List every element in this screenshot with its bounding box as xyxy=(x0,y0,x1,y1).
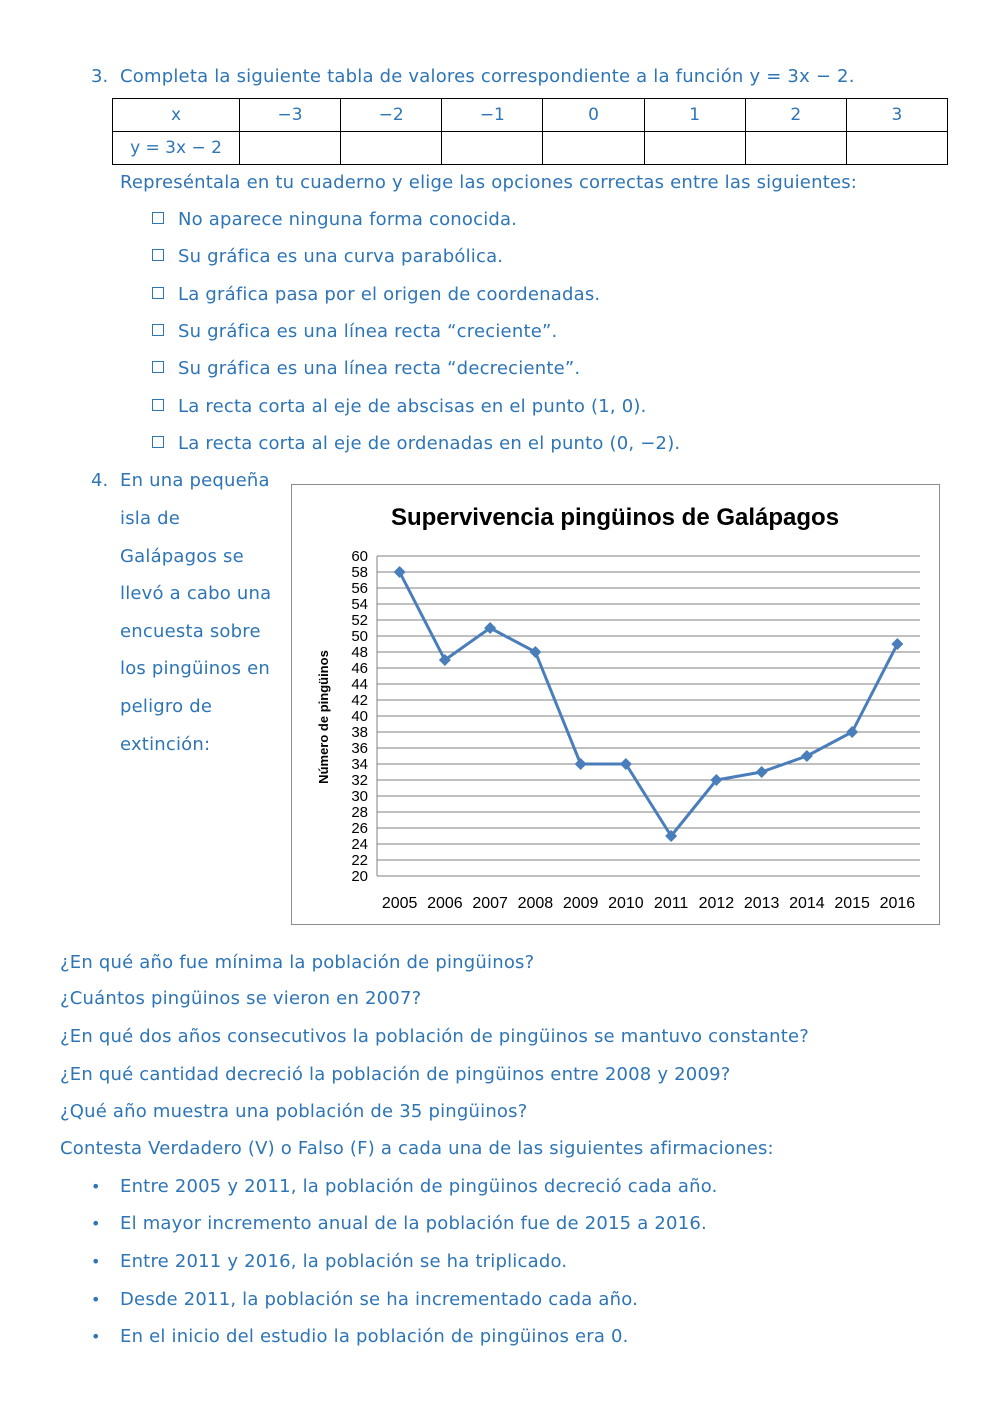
table-header-x: x xyxy=(113,99,240,132)
option-label: Su gráfica es una línea recta “creciente”. xyxy=(178,321,558,342)
y-tick-label: 42 xyxy=(351,692,368,709)
q4-intro-line: extinción: xyxy=(120,734,211,755)
x-tick-label: 2009 xyxy=(562,895,599,912)
values-table xyxy=(112,98,948,165)
question-text: ¿Cuántos pingüinos se vieron en 2007? xyxy=(60,988,422,1009)
statement-text: El mayor incremento anual de la población fue de 2015 a 2016. xyxy=(120,1213,707,1234)
table-cell-x: −1 xyxy=(442,99,543,132)
option-label: Su gráfica es una curva parabólica. xyxy=(178,246,504,267)
x-tick-label: 2006 xyxy=(427,895,463,912)
option-label: La gráfica pasa por el origen de coordenadas. xyxy=(178,284,601,305)
table-cell-y-input[interactable] xyxy=(442,132,543,165)
y-tick-label: 40 xyxy=(351,708,368,725)
y-tick-label: 54 xyxy=(351,596,368,613)
question-text: ¿En qué dos años consecutivos la población de pingüinos se mantuvo constante? xyxy=(60,1026,810,1047)
x-tick-label: 2007 xyxy=(472,895,508,912)
table-cell-x: −3 xyxy=(240,99,341,132)
table-cell-x: −2 xyxy=(341,99,442,132)
x-tick-label: 2016 xyxy=(879,895,916,912)
y-tick-label: 56 xyxy=(351,580,368,597)
q3-instruction: Represéntala en tu cuaderno y elige las opciones correctas entre las siguientes: xyxy=(120,172,858,193)
x-tick-label: 2012 xyxy=(698,895,735,912)
chart-title: Supervivencia pingüinos de Galápagos xyxy=(390,504,840,531)
checkbox-icon[interactable] xyxy=(152,399,164,411)
data-point xyxy=(756,766,768,778)
table-cell-y-input[interactable] xyxy=(543,132,644,165)
x-tick-label: 2014 xyxy=(789,895,825,912)
checkbox-icon[interactable] xyxy=(152,249,164,261)
statement-text: Entre 2005 y 2011, la población de pingüinos decreció cada año. xyxy=(120,1176,718,1197)
y-tick-label: 36 xyxy=(351,740,368,757)
bullet-icon: • xyxy=(91,1177,101,1196)
bullet-icon: • xyxy=(91,1214,101,1233)
option-item[interactable] xyxy=(152,433,680,455)
checkbox-icon[interactable] xyxy=(152,436,164,448)
y-tick-label: 52 xyxy=(351,612,368,629)
x-tick-label: 2013 xyxy=(743,895,780,912)
option-item[interactable] xyxy=(152,321,557,343)
y-tick-label: 32 xyxy=(351,772,368,789)
y-tick-label: 30 xyxy=(351,788,368,805)
table-cell-x: 3 xyxy=(846,99,947,132)
x-tick-label: 2008 xyxy=(517,895,554,912)
statement-text: Desde 2011, la población se ha incrementado cada año. xyxy=(120,1289,639,1310)
question-text: ¿Qué año muestra una población de 35 pingüinos? xyxy=(60,1101,528,1122)
bullet-icon: • xyxy=(91,1252,101,1271)
option-item[interactable] xyxy=(152,396,647,418)
y-tick-label: 34 xyxy=(351,756,368,773)
table-header-y: y = 3x − 2 xyxy=(113,132,240,165)
q4-intro-line: los pingüinos en xyxy=(120,658,270,679)
table-cell-y-input[interactable] xyxy=(341,132,442,165)
question-text: ¿En qué año fue mínima la población de pingüinos? xyxy=(60,952,535,973)
q3-statement: Completa la siguiente tabla de valores correspondiente a la función y = 3x − 2. xyxy=(120,66,855,87)
data-point xyxy=(801,750,813,762)
table-cell-y-input[interactable] xyxy=(644,132,745,165)
bullet-icon: • xyxy=(91,1290,101,1309)
y-tick-label: 44 xyxy=(351,676,368,693)
q3-number: 3. xyxy=(91,66,109,87)
table-cell-x: 1 xyxy=(644,99,745,132)
x-tick-label: 2005 xyxy=(381,895,418,912)
data-point xyxy=(891,638,903,650)
q4-intro-line: llevó a cabo una xyxy=(120,583,272,604)
table-cell-y-input[interactable] xyxy=(745,132,846,165)
y-tick-label: 60 xyxy=(351,548,368,565)
option-item[interactable] xyxy=(152,246,503,268)
x-tick-label: 2011 xyxy=(653,895,689,912)
q4-intro-line: En una pequeña xyxy=(120,470,270,491)
checkbox-icon[interactable] xyxy=(152,287,164,299)
option-label: Su gráfica es una línea recta “decreciente”. xyxy=(178,358,581,379)
y-tick-label: 26 xyxy=(351,820,368,837)
question-text: Contesta Verdadero (V) o Falso (F) a cada una de las siguientes afirmaciones: xyxy=(60,1138,774,1159)
q4-intro-line: Galápagos se xyxy=(120,546,244,567)
y-tick-label: 28 xyxy=(351,804,368,821)
data-point xyxy=(575,758,587,770)
question-text: ¿En qué cantidad decreció la población de pingüinos entre 2008 y 2009? xyxy=(60,1064,731,1085)
table-cell-x: 2 xyxy=(745,99,846,132)
table-row-x xyxy=(113,99,948,132)
option-label: No aparece ninguna forma conocida. xyxy=(178,209,518,230)
y-tick-label: 58 xyxy=(351,564,368,581)
option-label: La recta corta al eje de abscisas en el punto (1, 0). xyxy=(178,396,647,417)
q4-number: 4. xyxy=(91,470,109,491)
chart-ylabel: Número de pingüinos xyxy=(316,650,331,784)
option-label: La recta corta al eje de ordenadas en el punto (0, −2). xyxy=(178,433,681,454)
checkbox-icon[interactable] xyxy=(152,361,164,373)
x-tick-label: 2010 xyxy=(608,895,644,912)
y-tick-label: 50 xyxy=(351,628,368,645)
data-point xyxy=(529,646,541,658)
table-cell-y-input[interactable] xyxy=(846,132,947,165)
bullet-icon: • xyxy=(91,1327,101,1346)
q4-intro-line: isla de xyxy=(120,508,181,529)
table-cell-x: 0 xyxy=(543,99,644,132)
y-tick-label: 20 xyxy=(351,868,368,885)
chart-frame xyxy=(291,484,940,925)
checkbox-icon[interactable] xyxy=(152,212,164,224)
option-item[interactable] xyxy=(152,358,580,380)
table-row-y xyxy=(113,132,948,165)
q4-intro-line: peligro de xyxy=(120,696,213,717)
option-item[interactable] xyxy=(152,209,517,231)
statement-text: Entre 2011 y 2016, la población se ha triplicado. xyxy=(120,1251,568,1272)
table-cell-y-input[interactable] xyxy=(240,132,341,165)
data-point xyxy=(846,726,858,738)
y-tick-label: 48 xyxy=(351,644,368,661)
y-tick-label: 38 xyxy=(351,724,368,741)
q4-intro-line: encuesta sobre xyxy=(120,621,261,642)
y-tick-label: 22 xyxy=(351,852,368,869)
penguin-line-chart xyxy=(292,485,939,924)
x-tick-label: 2015 xyxy=(834,895,870,912)
y-tick-label: 24 xyxy=(351,836,368,853)
checkbox-icon[interactable] xyxy=(152,324,164,336)
data-point xyxy=(394,566,406,578)
y-tick-label: 46 xyxy=(351,660,368,677)
option-item[interactable] xyxy=(152,284,600,306)
statement-text: En el inicio del estudio la población de pingüinos era 0. xyxy=(120,1326,629,1347)
